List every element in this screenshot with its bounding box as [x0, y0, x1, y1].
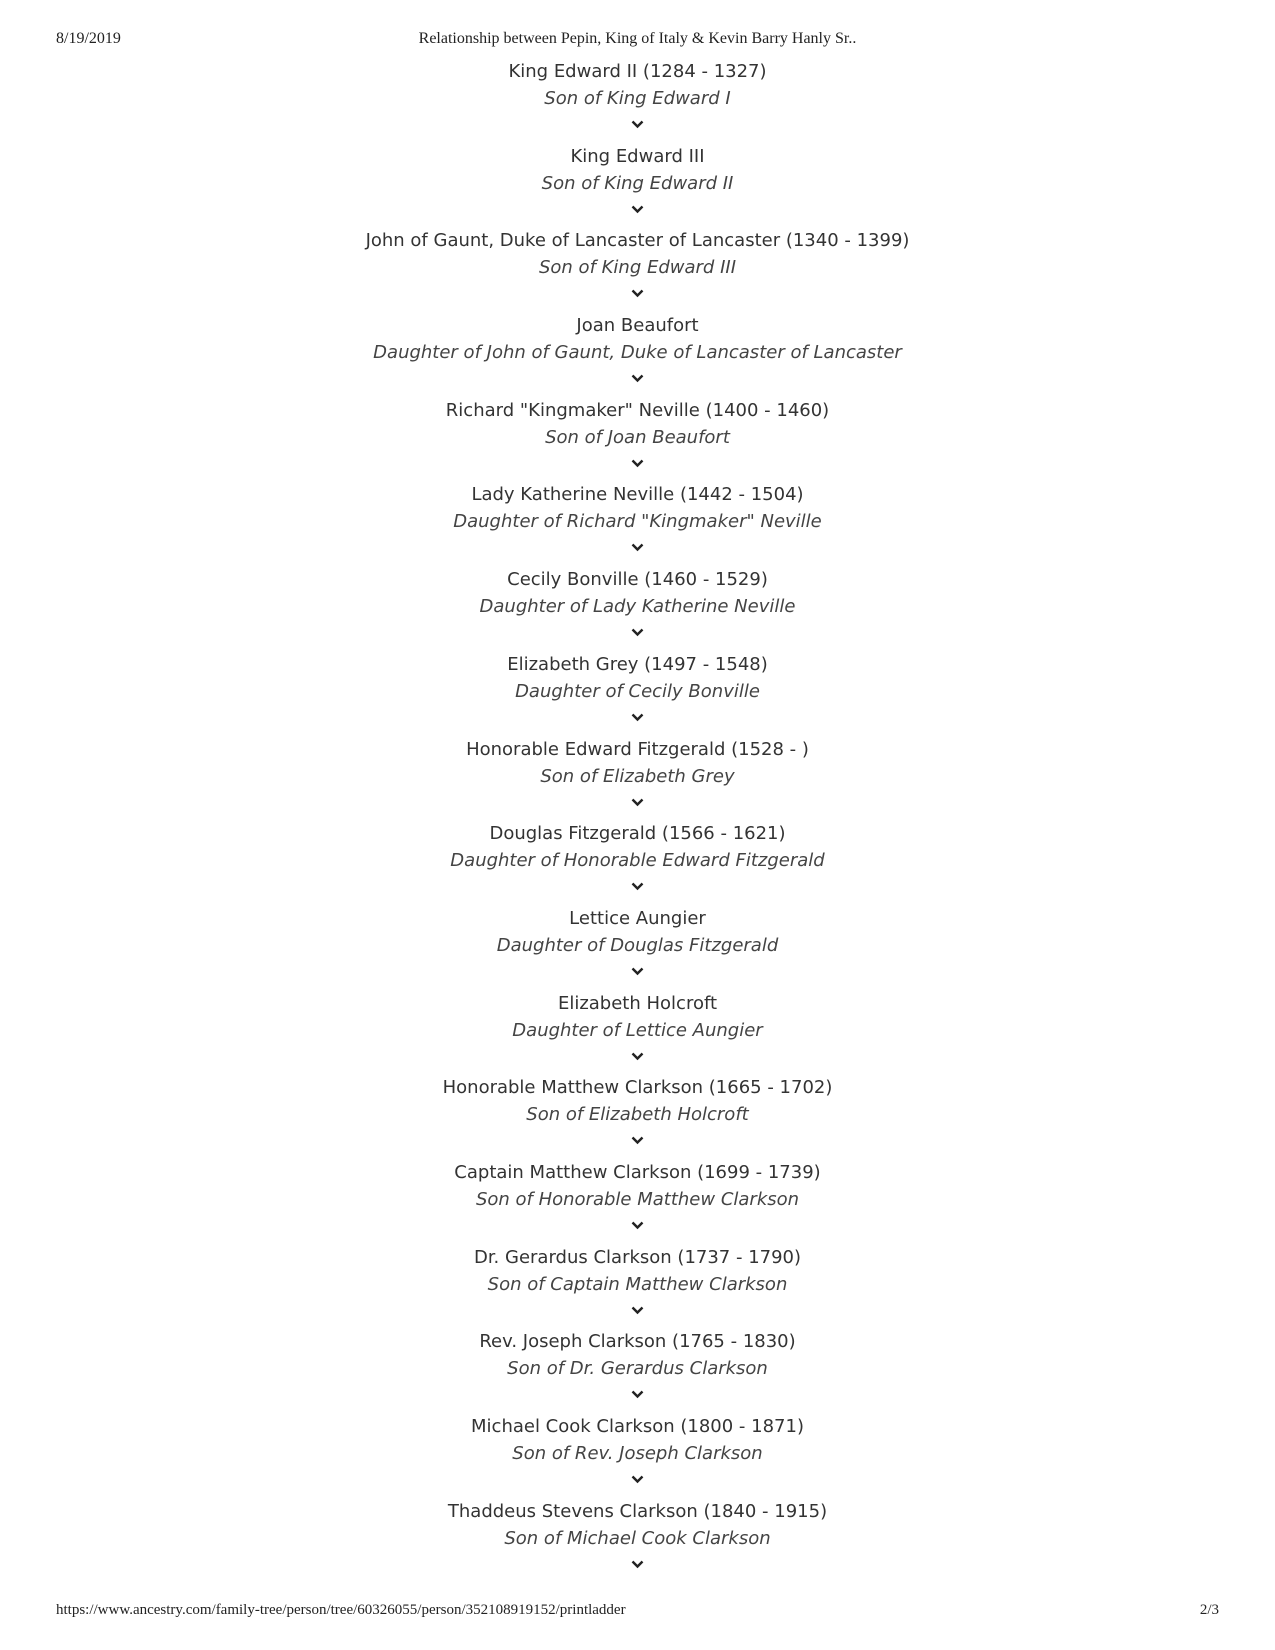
person-relation: Daughter of Douglas Fitzgerald: [496, 934, 779, 956]
person-relation: Daughter of Richard "Kingmaker" Neville: [453, 511, 822, 533]
chevron-down-icon: [0, 875, 1275, 901]
person-relation: Son of King Edward II: [541, 172, 734, 194]
person-relation: Daughter of Cecily Bonville: [515, 680, 760, 702]
person-name[interactable]: Thaddeus Stevens Clarkson (1840 - 1915): [447, 1500, 828, 1522]
person-relation: Son of King Edward I: [544, 88, 731, 109]
person-name[interactable]: King Edward II (1284 - 1327): [508, 61, 767, 82]
ladder-entry: [0, 1075, 1275, 1160]
person-relation: Daughter of Honorable Edward Fitzgerald: [450, 850, 825, 872]
page-number: 2/3: [1199, 1602, 1219, 1618]
chevron-down-icon: [0, 452, 1275, 478]
chevron-down-icon: [0, 706, 1275, 732]
chevron-down-icon: [0, 621, 1275, 647]
person-name[interactable]: Richard "Kingmaker" Neville (1400 - 1460): [445, 399, 830, 421]
relationship-ladder: [0, 59, 1275, 1583]
chevron-down-icon: [0, 960, 1275, 986]
person-relation: Son of Elizabeth Grey: [540, 765, 735, 787]
person-name[interactable]: Elizabeth Grey (1497 - 1548): [507, 653, 768, 675]
ladder-entry: [0, 821, 1275, 906]
chevron-down-icon: [0, 1045, 1275, 1071]
person-relation: Daughter of John of Gaunt, Duke of Lancaster of Lancaster: [373, 342, 902, 364]
ladder-entry: [0, 906, 1275, 991]
chevron-down-icon: [0, 1214, 1275, 1240]
chevron-down-icon: [0, 282, 1275, 308]
person-name[interactable]: Rev. Joseph Clarkson (1765 - 1830): [479, 1331, 796, 1353]
person-name[interactable]: Cecily Bonville (1460 - 1529): [507, 569, 768, 591]
chevron-down-icon: [0, 113, 1275, 139]
chevron-down-icon: [0, 1299, 1275, 1325]
print-footer: [0, 1602, 1275, 1624]
person-name[interactable]: Elizabeth Holcroft: [557, 992, 718, 1014]
ladder-entry: [0, 228, 1275, 313]
ladder-entry: [0, 567, 1275, 652]
chevron-down-icon: [0, 536, 1275, 562]
person-name[interactable]: Honorable Matthew Clarkson (1665 - 1702): [442, 1077, 833, 1099]
person-relation: Son of Dr. Gerardus Clarkson: [507, 1358, 768, 1380]
chevron-down-icon: [0, 791, 1275, 817]
page-url: https://www.ancestry.com/family-tree/person/tree/60326055/person/352108919152/printladder: [56, 1602, 626, 1618]
person-name[interactable]: Lettice Aungier: [569, 907, 706, 929]
ladder-entry: [0, 313, 1275, 398]
ladder-entry: [0, 1414, 1275, 1499]
chevron-down-icon: [0, 1468, 1275, 1494]
person-relation: Daughter of Lettice Aungier: [512, 1019, 763, 1041]
person-relation: Son of Honorable Matthew Clarkson: [475, 1188, 800, 1210]
person-relation: Son of Joan Beaufort: [545, 426, 730, 448]
print-header: [0, 30, 1275, 54]
person-relation: Son of Rev. Joseph Clarkson: [512, 1443, 763, 1464]
ladder-entry: [0, 991, 1275, 1076]
person-name[interactable]: Captain Matthew Clarkson (1699 - 1739): [454, 1161, 821, 1183]
person-name[interactable]: Dr. Gerardus Clarkson (1737 - 1790): [473, 1246, 802, 1268]
print-date: 8/19/2019: [56, 30, 121, 47]
ladder-entry: [0, 737, 1275, 822]
chevron-down-icon: [0, 367, 1275, 393]
ladder-entry: [0, 1499, 1275, 1584]
person-name[interactable]: John of Gaunt, Duke of Lancaster of Lancaster (1340 - 1399): [365, 230, 910, 252]
ladder-entry: [0, 652, 1275, 737]
chevron-down-icon: [0, 1553, 1275, 1579]
person-relation: Daughter of Lady Katherine Neville: [479, 596, 796, 618]
person-name[interactable]: Honorable Edward Fitzgerald (1528 - ): [466, 738, 809, 760]
ladder-entry: [0, 144, 1275, 229]
person-name[interactable]: Douglas Fitzgerald (1566 - 1621): [489, 823, 786, 845]
person-relation: Son of Captain Matthew Clarkson: [487, 1273, 788, 1295]
ladder-entry: [0, 59, 1275, 144]
ladder-entry: [0, 1329, 1275, 1414]
chevron-down-icon: [0, 1383, 1275, 1409]
chevron-down-icon: [0, 198, 1275, 224]
ladder-entry: [0, 1245, 1275, 1330]
document-title: Relationship between Pepin, King of Italy & Kevin Barry Hanly Sr..: [418, 30, 857, 47]
person-relation: Son of King Edward III: [538, 257, 737, 279]
chevron-down-icon: [0, 1129, 1275, 1155]
person-name[interactable]: Lady Katherine Neville (1442 - 1504): [471, 484, 804, 506]
ladder-entry: [0, 398, 1275, 483]
person-name[interactable]: Michael Cook Clarkson (1800 - 1871): [471, 1416, 804, 1437]
person-name[interactable]: King Edward III: [570, 145, 705, 167]
person-relation: Son of Elizabeth Holcroft: [526, 1104, 749, 1126]
ladder-entry: [0, 482, 1275, 567]
person-relation: Son of Michael Cook Clarkson: [504, 1527, 771, 1549]
ladder-entry: [0, 1160, 1275, 1245]
person-name[interactable]: Joan Beaufort: [576, 315, 699, 337]
